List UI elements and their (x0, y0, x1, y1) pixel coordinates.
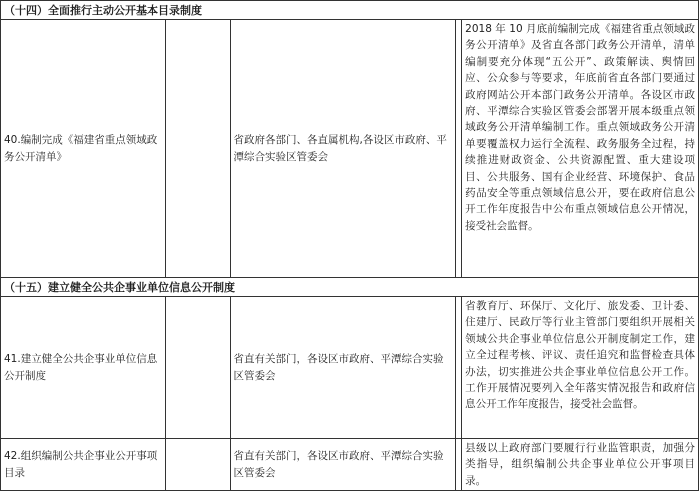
responsible-cell: 省直有关部门，各设区市政府、平潭综合实验区管委会 (230, 439, 455, 491)
table-row (1, 20, 699, 278)
table-row (1, 439, 699, 491)
empty-cell (166, 297, 230, 439)
requirement-cell: 省教育厅、环保厅、文化厅、旅发委、卫计委、住建厅、民政厅等行业主管部门要组织开展相关领域公共企事业单位信息公开制度制定工作，建立全过程考核、评议、责任追究和监督检查具体办法，切实推进公共企事业单位信息公开工作。工作开展情况要列入全年落实情况报告和政府信息公开工作年度报告，接受社会监督。 (462, 297, 699, 439)
table-row (1, 297, 699, 439)
empty-cell (166, 439, 230, 491)
responsible-cell: 省政府各部门、各直属机构,各设区市政府、平潭综合实验区管委会 (230, 20, 455, 278)
responsible-cell: 省直有关部门，各设区市政府、平潭综合实验区管委会 (230, 297, 455, 439)
task-cell: 42.组织编制公共企事业公开事项目录 (1, 439, 166, 491)
section-heading-row (1, 278, 699, 297)
section-heading-row (1, 1, 699, 20)
task-cell: 40.编制完成《福建省重点领域政务公开清单》 (1, 20, 166, 278)
requirement-cell: 2018 年 10 月底前编制完成《福建省重点领域政务公开清单》及省直各部门政务公开清单，清单编制要充分体现“五公开”、政策解读、舆情回应、公众参与等要求，年底前省直各部门要通过政府网站公开本部门政务公开清单。各设区市政府、平潭综合实验区管委会部署开展本级重点领域政务公开清单编制工作。重点领域政务公开清单要覆盖权力运行全流程、政务服务全过程，持续推进财政资金、公共资源配置、重大建设项目、公共服务、国有企业经营、环境保护、食品药品安全等重点领域信息公开，要在政府信息公开工作年度报告中公布重点领域信息公开情况，接受社会监督。 (462, 20, 699, 278)
empty-cell (166, 20, 230, 278)
task-cell: 41.建立健全公共企事业单位信息公开制度 (1, 297, 166, 439)
requirement-cell: 县级以上政府部门要履行行业监管职责，加强分类指导，组织编制公共企事业单位公开事项目录。 (462, 439, 699, 491)
section-heading: （十四）全面推行主动公开基本目录制度 (1, 1, 699, 20)
section-heading: （十五）建立健全公共企事业单位信息公开制度 (1, 278, 699, 297)
